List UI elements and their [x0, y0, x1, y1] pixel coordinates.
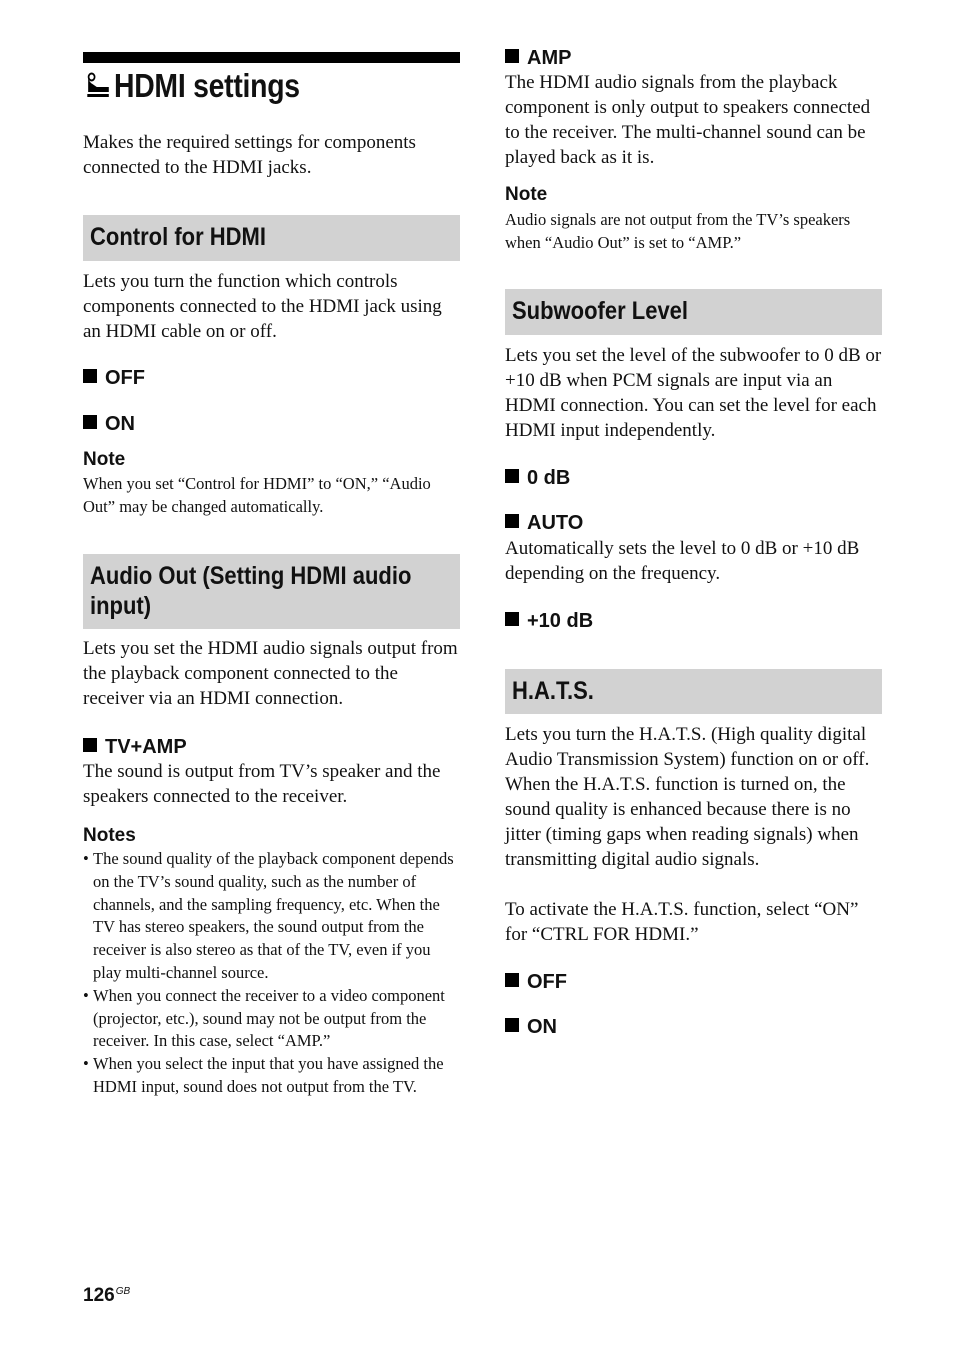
subwoofer-body: Lets you set the level of the subwoofer to 0 dB or +10 dB when PCM signals are input via an HDMI connection. You can set the level for each HDMI input independently. [505, 345, 882, 441]
note-heading: Note [83, 449, 126, 470]
section-hats [505, 669, 882, 714]
page-number: $126^{GB}$ [83, 1285, 131, 1306]
option-off: OFF [505, 970, 567, 994]
page-title-text: HDMI settings [113, 67, 300, 104]
list-item: • When you connect the receiver to a video component (projector, etc.), sound may not be output from the receiver. In this case, select “AMP.” [83, 985, 460, 1053]
notes-heading: Notes [83, 825, 136, 846]
section-heading: H.A.T.S. [512, 677, 594, 705]
option-0db: 0 dB [505, 466, 570, 490]
option-off: OFF [83, 366, 145, 390]
square-bullet-icon [505, 1018, 519, 1032]
list-item: • The sound quality of the playback component depends on the TV’s sound quality, such as the number of channels, and the sampling frequency, etc. When the TV has stereo speakers, the sound output from the receiver is also stereo as that of the TV, even if you play multi-channel source. [83, 848, 460, 985]
square-bullet-icon [505, 973, 519, 987]
square-bullet-icon [505, 612, 519, 626]
option-10db: +10 dB [505, 609, 593, 633]
square-bullet-icon [505, 469, 519, 483]
note-heading: Note [505, 184, 548, 205]
option-on: ON [505, 1015, 557, 1039]
amp-body: The HDMI audio signals from the playback component is only output to speakers connected to the receiver. The multi-channel sound can be played back as it is. [505, 72, 871, 168]
option-auto: AUTO [505, 511, 583, 535]
control-for-hdmi-body: Lets you turn the function which controls components connected to the HDMI jack using an HDMI cable on or off. [83, 271, 442, 342]
settings-tool-icon [83, 70, 112, 100]
option-tv-amp: TV+AMP [83, 735, 187, 759]
tv-amp-body: The sound is output from TV’s speaker and the speakers connected to the receiver. [83, 761, 441, 807]
option-amp: AMP [505, 46, 571, 70]
square-bullet-icon [505, 514, 519, 528]
control-for-hdmi-note: When you set “Control for HDMI” to “ON,” “Audio Out” may be changed automatically. [83, 474, 431, 516]
hats-body-2: To activate the H.A.T.S. function, select “ON” for “CTRL FOR HDMI.” [505, 899, 859, 945]
list-item: • When you select the input that you have assigned the HDMI input, sound does not output from the TV. [83, 1053, 460, 1099]
amp-note: Audio signals are not output from the TV’s speakers when “Audio Out” is set to “AMP.” [505, 210, 851, 252]
section-audio-out [83, 554, 460, 629]
square-bullet-icon [83, 415, 97, 429]
notes-list [83, 848, 460, 1099]
page-title [83, 62, 300, 110]
section-control-for-hdmi [83, 215, 460, 261]
option-on: ON [83, 412, 135, 436]
square-bullet-icon [83, 738, 97, 752]
section-heading: Subwoofer Level [512, 297, 689, 325]
audio-out-body: Lets you set the HDMI audio signals output from the playback component connected to the receiver via an HDMI connection. [83, 638, 458, 709]
section-heading: Audio Out (Setting HDMI audio input) [90, 562, 412, 620]
section-heading: Control for HDMI [90, 223, 266, 251]
section-subwoofer-level [505, 289, 882, 335]
square-bullet-icon [83, 369, 97, 383]
intro-text: Makes the required settings for components connected to the HDMI jacks. [83, 132, 416, 178]
square-bullet-icon [505, 49, 519, 63]
hats-body: Lets you turn the H.A.T.S. (High quality digital Audio Transmission System) function on or off. When the H.A.T.S. function is turned on, the sound quality is enhanced because there is no jitter (timing gaps when reading signals) when transmitting digital audio signals. [505, 724, 870, 870]
auto-body: Automatically sets the level to 0 dB or +10 dB depending on the frequency. [505, 538, 860, 584]
